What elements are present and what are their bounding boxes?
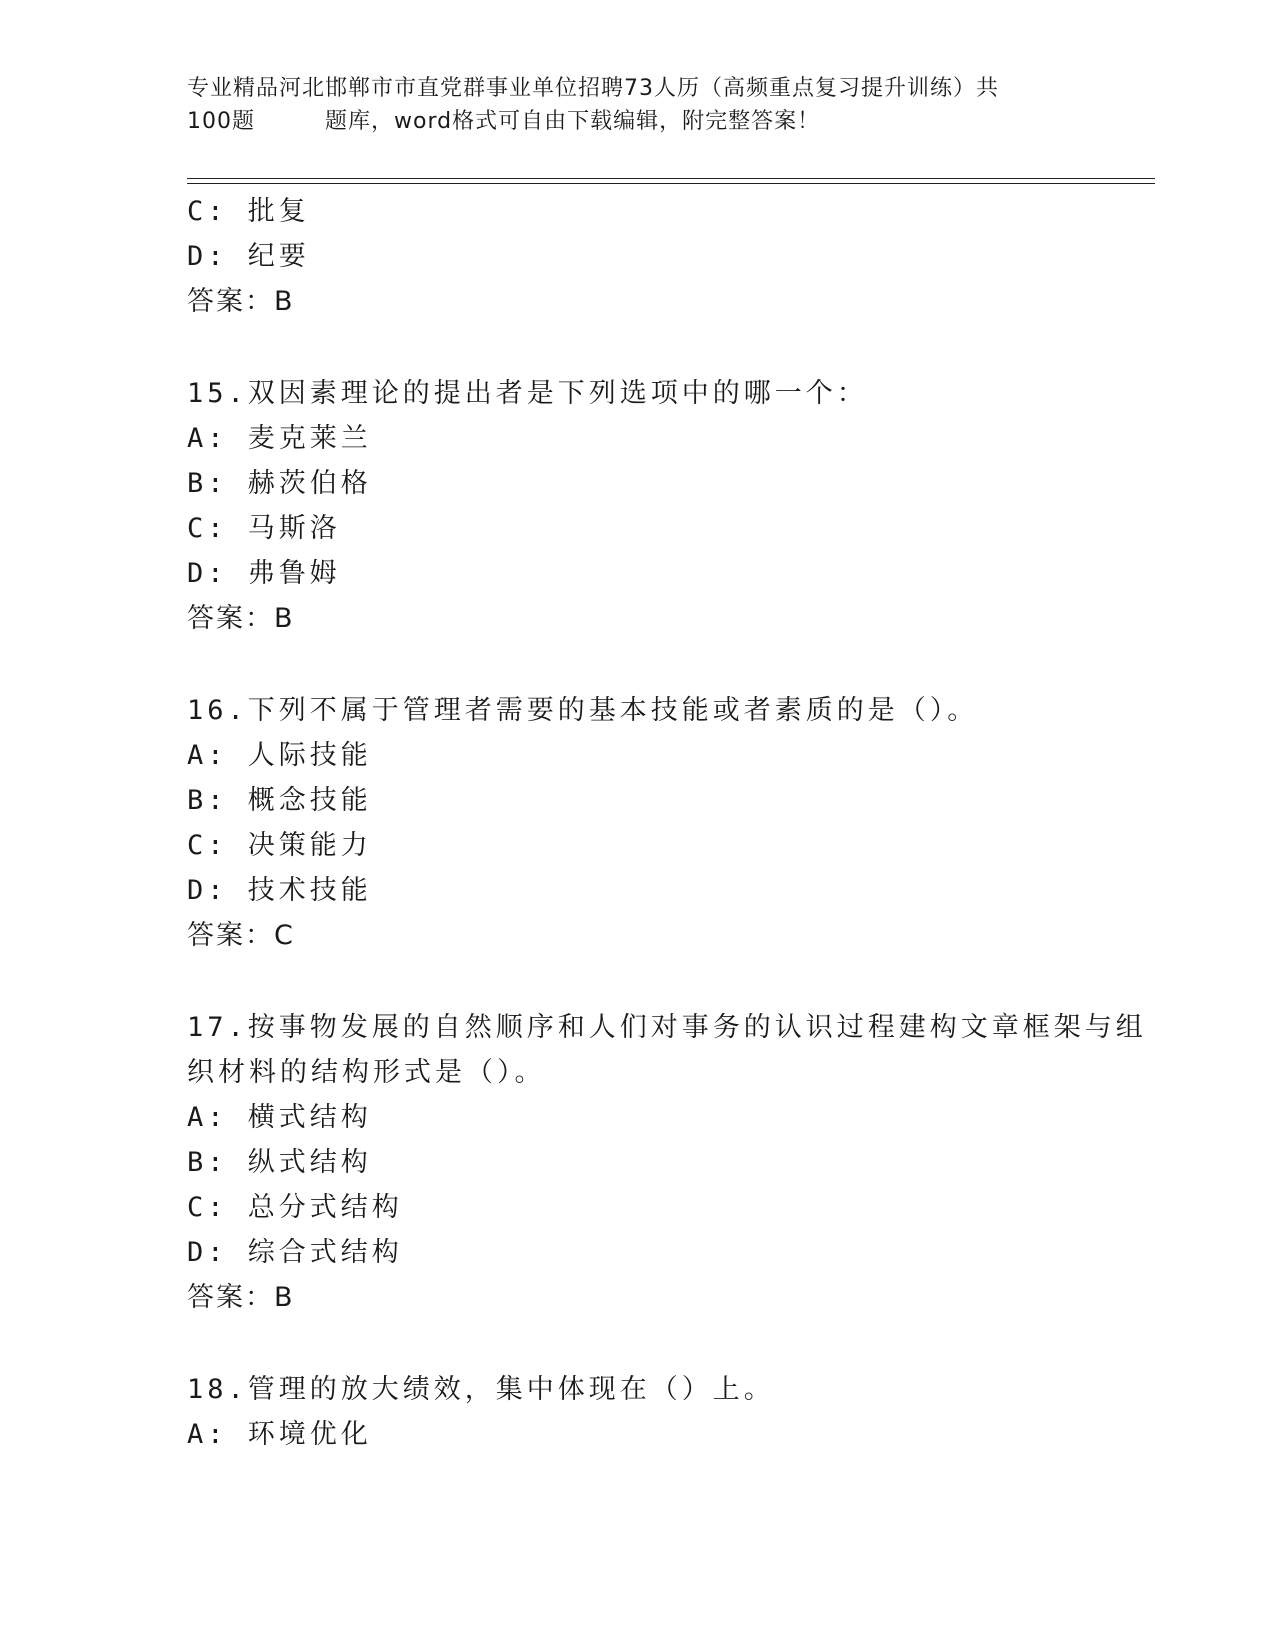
header-divider-bottom bbox=[187, 183, 1155, 184]
option-line: A: 人际技能 bbox=[187, 740, 372, 771]
option-line: A: 横式结构 bbox=[187, 1102, 372, 1133]
option-line: D: 弗鲁姆 bbox=[187, 558, 341, 589]
header-line-1: 专业精品河北邯郸市市直党群事业单位招聘73人历（高频重点复习提升训练）共 bbox=[187, 76, 999, 101]
header-line-2 bbox=[187, 105, 1087, 138]
question-line: 15.双因素理论的提出者是下列选项中的哪一个： bbox=[187, 378, 868, 409]
option-line: C: 总分式结构 bbox=[187, 1192, 403, 1223]
question-line: 织材料的结构形式是（）。 bbox=[187, 1057, 546, 1088]
option-line: C: 批复 bbox=[187, 196, 310, 227]
document-header bbox=[187, 72, 1087, 138]
option-line: D: 纪要 bbox=[187, 241, 310, 272]
option-line: C: 马斯洛 bbox=[187, 513, 341, 544]
option-line: D: 技术技能 bbox=[187, 875, 372, 906]
question-line: 18.管理的放大绩效，集中体现在（）上。 bbox=[187, 1374, 775, 1405]
option-line: D: 综合式结构 bbox=[187, 1237, 403, 1268]
question-line: 17.按事物发展的自然顺序和人们对事务的认识过程建构文章框架与组 bbox=[187, 1012, 1147, 1043]
answer-line: 答案：B bbox=[187, 1282, 295, 1313]
option-line: B: 概念技能 bbox=[187, 785, 372, 816]
option-line: A: 环境优化 bbox=[187, 1419, 372, 1450]
question-line: 16.下列不属于管理者需要的基本技能或者素质的是（）。 bbox=[187, 695, 979, 726]
answer-line: 答案：B bbox=[187, 286, 295, 317]
answer-line: 答案：C bbox=[187, 920, 295, 951]
header-divider-top bbox=[187, 178, 1155, 179]
answer-line: 答案：B bbox=[187, 603, 295, 634]
option-line: A: 麦克莱兰 bbox=[187, 423, 372, 454]
option-line: C: 决策能力 bbox=[187, 830, 372, 861]
option-line: B: 赫茨伯格 bbox=[187, 468, 372, 499]
option-line: B: 纵式结构 bbox=[187, 1147, 372, 1178]
header-description: 题库，word格式可自由下载编辑，附完整答案！ bbox=[325, 109, 821, 134]
header-question-count: 100题 bbox=[187, 109, 255, 134]
